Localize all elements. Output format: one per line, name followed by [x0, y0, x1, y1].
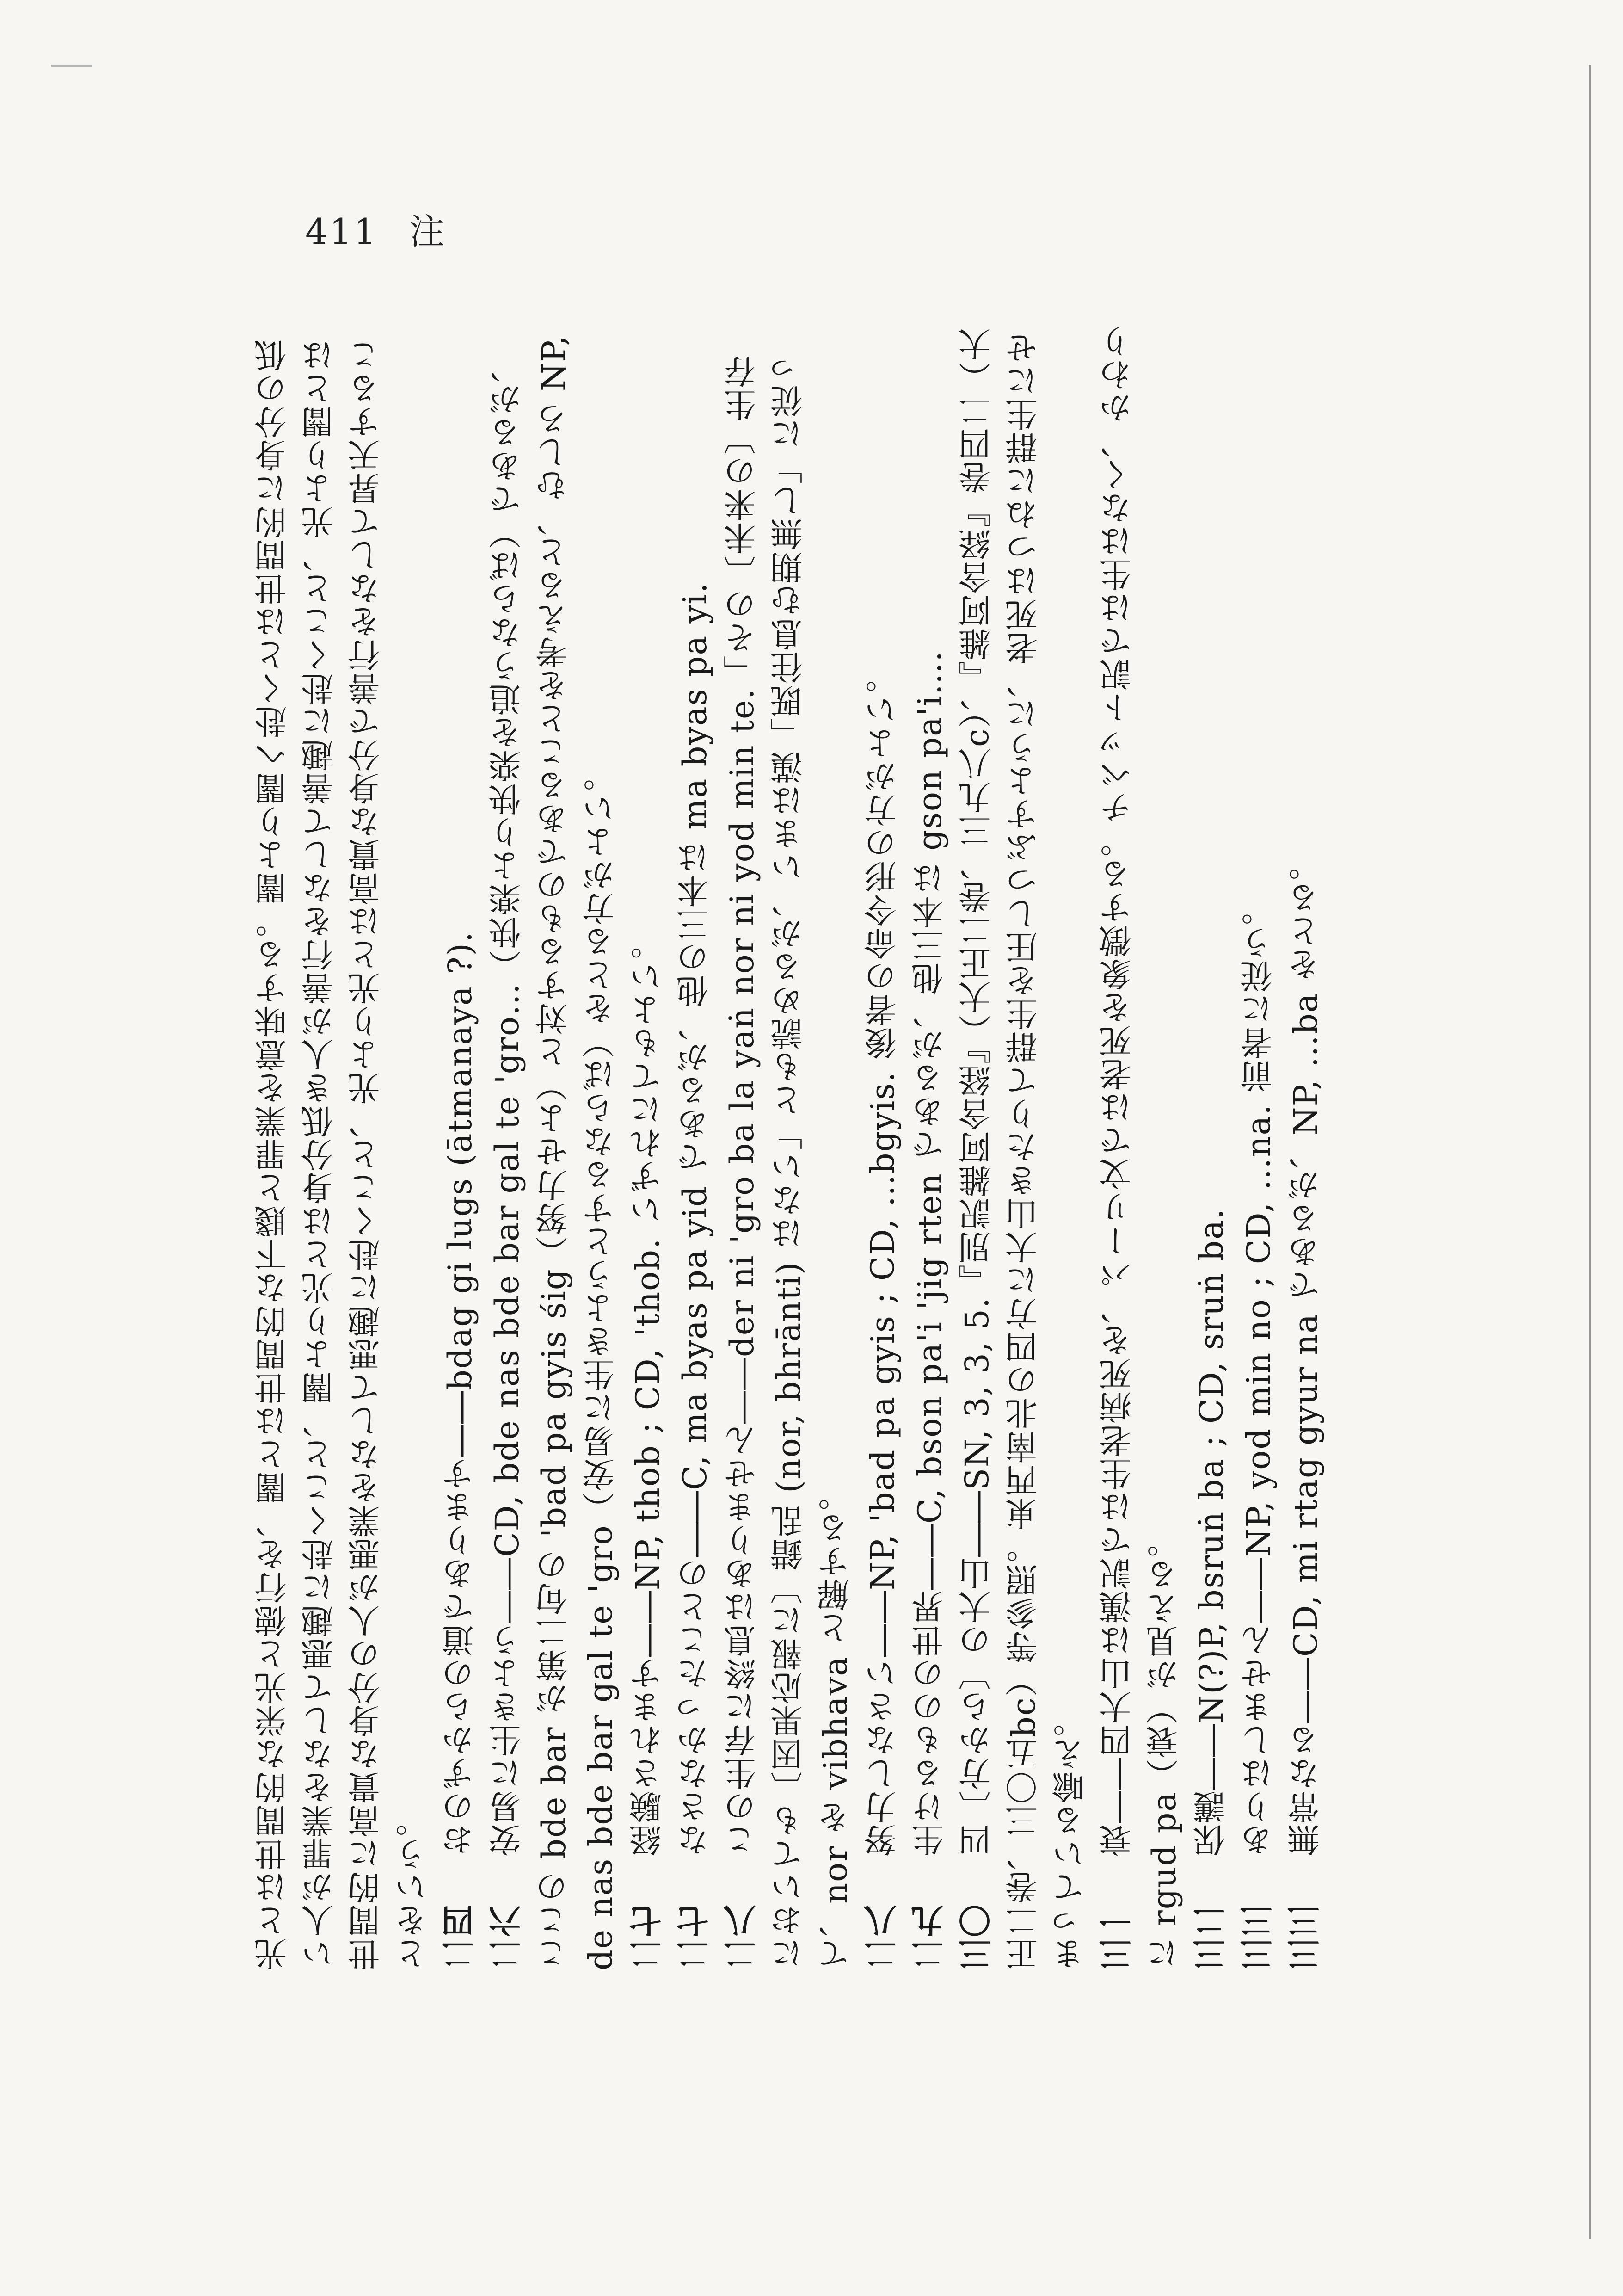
note-number: 二四 — [441, 1904, 479, 1970]
note-number: 三〇 — [958, 1904, 996, 1970]
note-text: 安易に生きよう――CD, bde nas bde bar gal te 'gro…（快楽より快楽を追うならば）であるが、ここの bde bar が第二句の 'bad pa gyis śig（努力せよ）と対するものであることを考えると、むしろ NP, de nas bde bar gal te 'gro（安易に生きようとするならば）をとる方がよい。 — [488, 334, 620, 1970]
section-title: 注 — [409, 211, 447, 252]
note-number: 三一 — [1098, 1904, 1137, 1970]
note-text: 衰――四大山は漢訳では生老病死を、パーリ文では老死を象徴する。チベット訳では生はなく、かわりに rgud pa（衰）が見える。 — [1099, 325, 1183, 1970]
note-text: 生けるものの世界――C, bson pa'i 'jig rten であるが、他三本は gson pa'i…. — [911, 650, 949, 1857]
note-text: なさなかったことの――C, ma byas pa yid であるが、他の三本は ma byas pa yi. — [676, 582, 714, 1857]
note-number: 二七 — [676, 1904, 714, 1970]
note-item — [859, 324, 906, 1970]
note-text: 経験されます――NP, thob ; CD, 'thob. いずれにてもよい。 — [629, 926, 667, 1857]
note-text: ありはしません――NP, yod min no ; CD, …na. 前者に従う。 — [1240, 893, 1278, 1857]
note-text: おのずからの道であります――bdag gi lugs (ātmanaya ?). — [441, 931, 479, 1857]
note-text: 努力しなさい――NP, 'bad pa gyis ; CD, …bgyis. 後者の命令形の方がよい。 — [864, 660, 902, 1857]
note-number: 二八 — [863, 1904, 902, 1970]
intro-paragraph: 光とは世間的な栄光と徳行を、闇とは世間的な下賤と罪業を意味する。闇より闇へ赴くとは世間的に身分の低い人が罪業をなして悪趣に赴くこと、闇より光とは身分低き人が善行をなして善趣に赴くこと、光より闇とは世間的に高貴な身分の人が悪業をなして悪趣に赴くこと、光より光とは高貴な身分で善行をなして昇天することをいう。 — [254, 339, 432, 1970]
note-item — [436, 324, 484, 1970]
note-item — [906, 324, 953, 1970]
note-item — [484, 324, 624, 1970]
note-item — [1235, 324, 1282, 1970]
note-number: 三三 — [1286, 1904, 1325, 1970]
page-number: 411 — [305, 211, 378, 252]
note-number: 三二 — [1192, 1904, 1230, 1970]
note-item — [953, 324, 1094, 1970]
note-number: 二九 — [910, 1904, 949, 1970]
note-item — [671, 324, 719, 1970]
page-header — [305, 204, 446, 254]
note-item — [624, 324, 671, 1970]
note-number: 二六 — [488, 1904, 526, 1970]
note-item — [1188, 324, 1235, 1970]
page-edge-line — [1589, 65, 1591, 2239]
notes-text-block — [250, 324, 1498, 1970]
note-number: 二七 — [628, 1904, 667, 1970]
note-text: この生存に終息はありません――der ni 'gro ba la yaṅ nor ni yod min te.「その〔未来の〕生存においても〔因果応報に〕錯乱 (nor, bhrānti) はない」とも読めるが、いまは漢「既往息む期無し」に従って、nor を vibhava と解する。 — [723, 351, 855, 1970]
corner-mark — [51, 65, 92, 67]
note-text: 無常なる――CD, mi rtag gyur na であるが、NP, …ba をとる。 — [1287, 848, 1325, 1857]
note-item — [1282, 324, 1329, 1970]
note-item — [1094, 324, 1188, 1970]
note-number: 三三 — [1239, 1904, 1278, 1970]
note-number: 二八 — [723, 1904, 761, 1970]
note-text: 保護――N(?)P, bsruṅ ba ; CD, sruṅ ba. — [1193, 1208, 1230, 1857]
note-item — [719, 324, 859, 1970]
note-text: 四〔方から〕の大山――SN, 3, 3, 5.『別訳雑阿含経』（大正二巻、三九八c）、『雑阿含経』巻四二（大正二巻、三〇五bc）等参照。東西南北の四方に大山きたりて群生を圧しつぶすように、老死はつねに群生にせまっている喩え。 — [958, 327, 1089, 1970]
